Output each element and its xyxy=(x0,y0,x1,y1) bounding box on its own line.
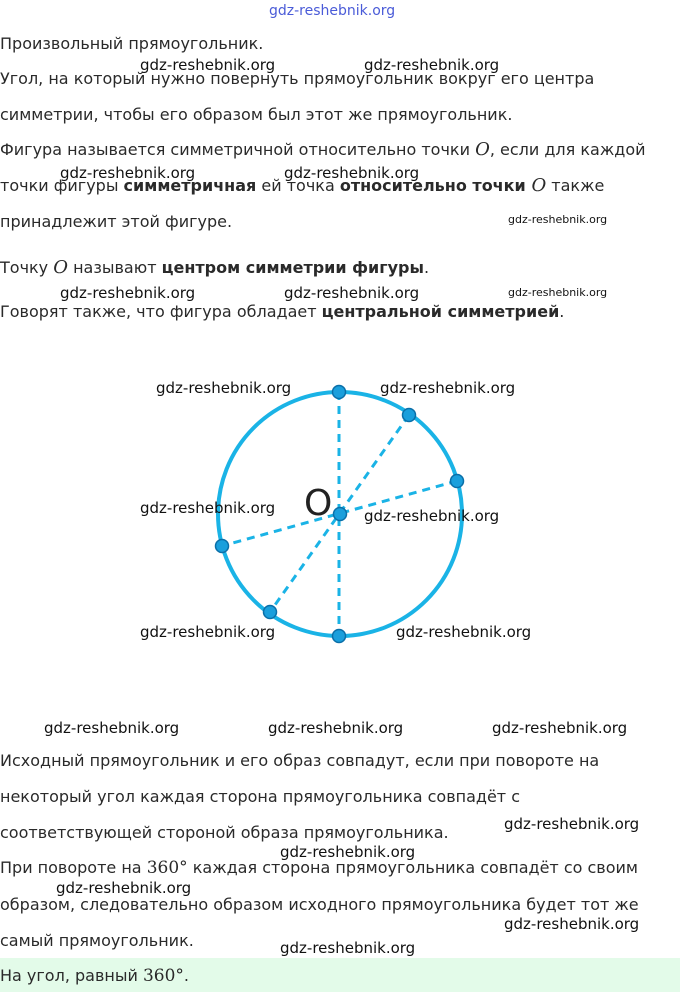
text-line-1: Произвольный прямоугольник. xyxy=(0,34,264,53)
text-line-7c: называют xyxy=(68,258,162,277)
text-line-4c: , если для каждой xyxy=(489,140,646,159)
term-symmetric: симметричная xyxy=(123,176,257,195)
watermark: gdz-reshebnik.org xyxy=(280,939,416,957)
answer-line xyxy=(0,966,189,986)
center-label: O xyxy=(304,483,333,524)
point-top xyxy=(333,386,346,399)
symmetry-diagram xyxy=(0,350,680,660)
text-line-5a: точки фигуры xyxy=(0,176,124,195)
text-line-8c: . xyxy=(559,302,565,321)
watermark: gdz-reshebnik.org xyxy=(268,719,404,737)
text-line-6: принадлежит этой фигуре. xyxy=(0,212,233,231)
center-point xyxy=(334,508,347,521)
answer-angle-360: 360° xyxy=(142,966,184,986)
term-relative-to-point: относительно точки xyxy=(339,176,526,195)
watermark: gdz-reshebnik.org xyxy=(140,499,276,517)
term-center-of-symmetry: центром симметрии фигуры xyxy=(161,258,424,277)
angle-360: 360° xyxy=(146,858,188,878)
text-line-13: образом, следовательно образом исходного прямоугольника будет тот же xyxy=(0,895,639,914)
text-line-5f: также xyxy=(546,176,605,195)
watermark: gdz-reshebnik.org xyxy=(396,623,532,641)
watermark: gdz-reshebnik.org xyxy=(44,719,180,737)
watermark: gdz-reshebnik.org xyxy=(140,56,276,74)
watermark: gdz-reshebnik.org xyxy=(56,879,192,897)
text-line-7 xyxy=(0,258,429,278)
point-right xyxy=(451,475,464,488)
text-line-4a: Фигура называется симметричной относительно точки xyxy=(0,140,476,159)
text-line-12 xyxy=(0,858,638,878)
text-line-2: Угол, на который нужно повернуть прямоугольник вокруг его центра xyxy=(0,69,595,88)
text-line-7e: . xyxy=(423,258,430,277)
watermark: gdz-reshebnik.org xyxy=(504,815,640,833)
text-line-9: Исходный прямоугольник и его образ совпадут, если при повороте на xyxy=(0,751,600,770)
watermark: gdz-reshebnik.org xyxy=(140,623,276,641)
text-line-12c: каждая сторона прямоугольника совпадёт со своим xyxy=(187,858,638,877)
point-o-symbol: O xyxy=(475,139,490,160)
text-line-8 xyxy=(0,302,564,322)
text-line-11: соответствующей стороной образа прямоугольника. xyxy=(0,823,449,842)
watermark: gdz-reshebnik.org xyxy=(284,164,420,182)
watermark: gdz-reshebnik.org xyxy=(60,284,196,302)
watermark: gdz-reshebnik.org xyxy=(280,843,416,861)
point-bottom xyxy=(333,630,346,643)
answer-text-c: . xyxy=(183,966,189,985)
text-line-3: симметрии, чтобы его образом был этот же прямоугольник. xyxy=(0,105,513,124)
watermark: gdz-reshebnik.org xyxy=(156,379,292,397)
watermark: gdz-reshebnik.org xyxy=(364,507,500,525)
text-line-12a: При повороте на xyxy=(0,858,147,877)
watermark: gdz-reshebnik.org xyxy=(508,213,608,226)
text-line-10: некоторый угол каждая сторона прямоугольника совпадёт с xyxy=(0,787,521,806)
text-line-7a: Точку xyxy=(0,258,54,277)
watermark: gdz-reshebnik.org xyxy=(492,719,628,737)
text-line-14: самый прямоугольник. xyxy=(0,931,194,950)
point-o-symbol-3: O xyxy=(53,257,68,278)
point-upper-right xyxy=(403,409,416,422)
point-o-symbol-2: O xyxy=(525,175,547,196)
point-lower-left xyxy=(264,606,277,619)
term-central-symmetry: центральной симметрией xyxy=(321,302,560,321)
text-line-8a: Говорят также, что фигура обладает xyxy=(0,302,322,321)
watermark: gdz-reshebnik.org xyxy=(504,915,640,933)
text-line-5c: ей точка xyxy=(256,176,340,195)
watermark: gdz-reshebnik.org xyxy=(284,284,420,302)
watermark: gdz-reshebnik.org xyxy=(380,379,516,397)
watermark-top: gdz-reshebnik.org xyxy=(269,3,396,19)
watermark: gdz-reshebnik.org xyxy=(60,164,196,182)
answer-text-a: На угол, равный xyxy=(0,966,143,985)
point-left xyxy=(216,540,229,553)
watermark: gdz-reshebnik.org xyxy=(508,286,608,299)
text-line-4 xyxy=(0,140,646,160)
watermark: gdz-reshebnik.org xyxy=(364,56,500,74)
